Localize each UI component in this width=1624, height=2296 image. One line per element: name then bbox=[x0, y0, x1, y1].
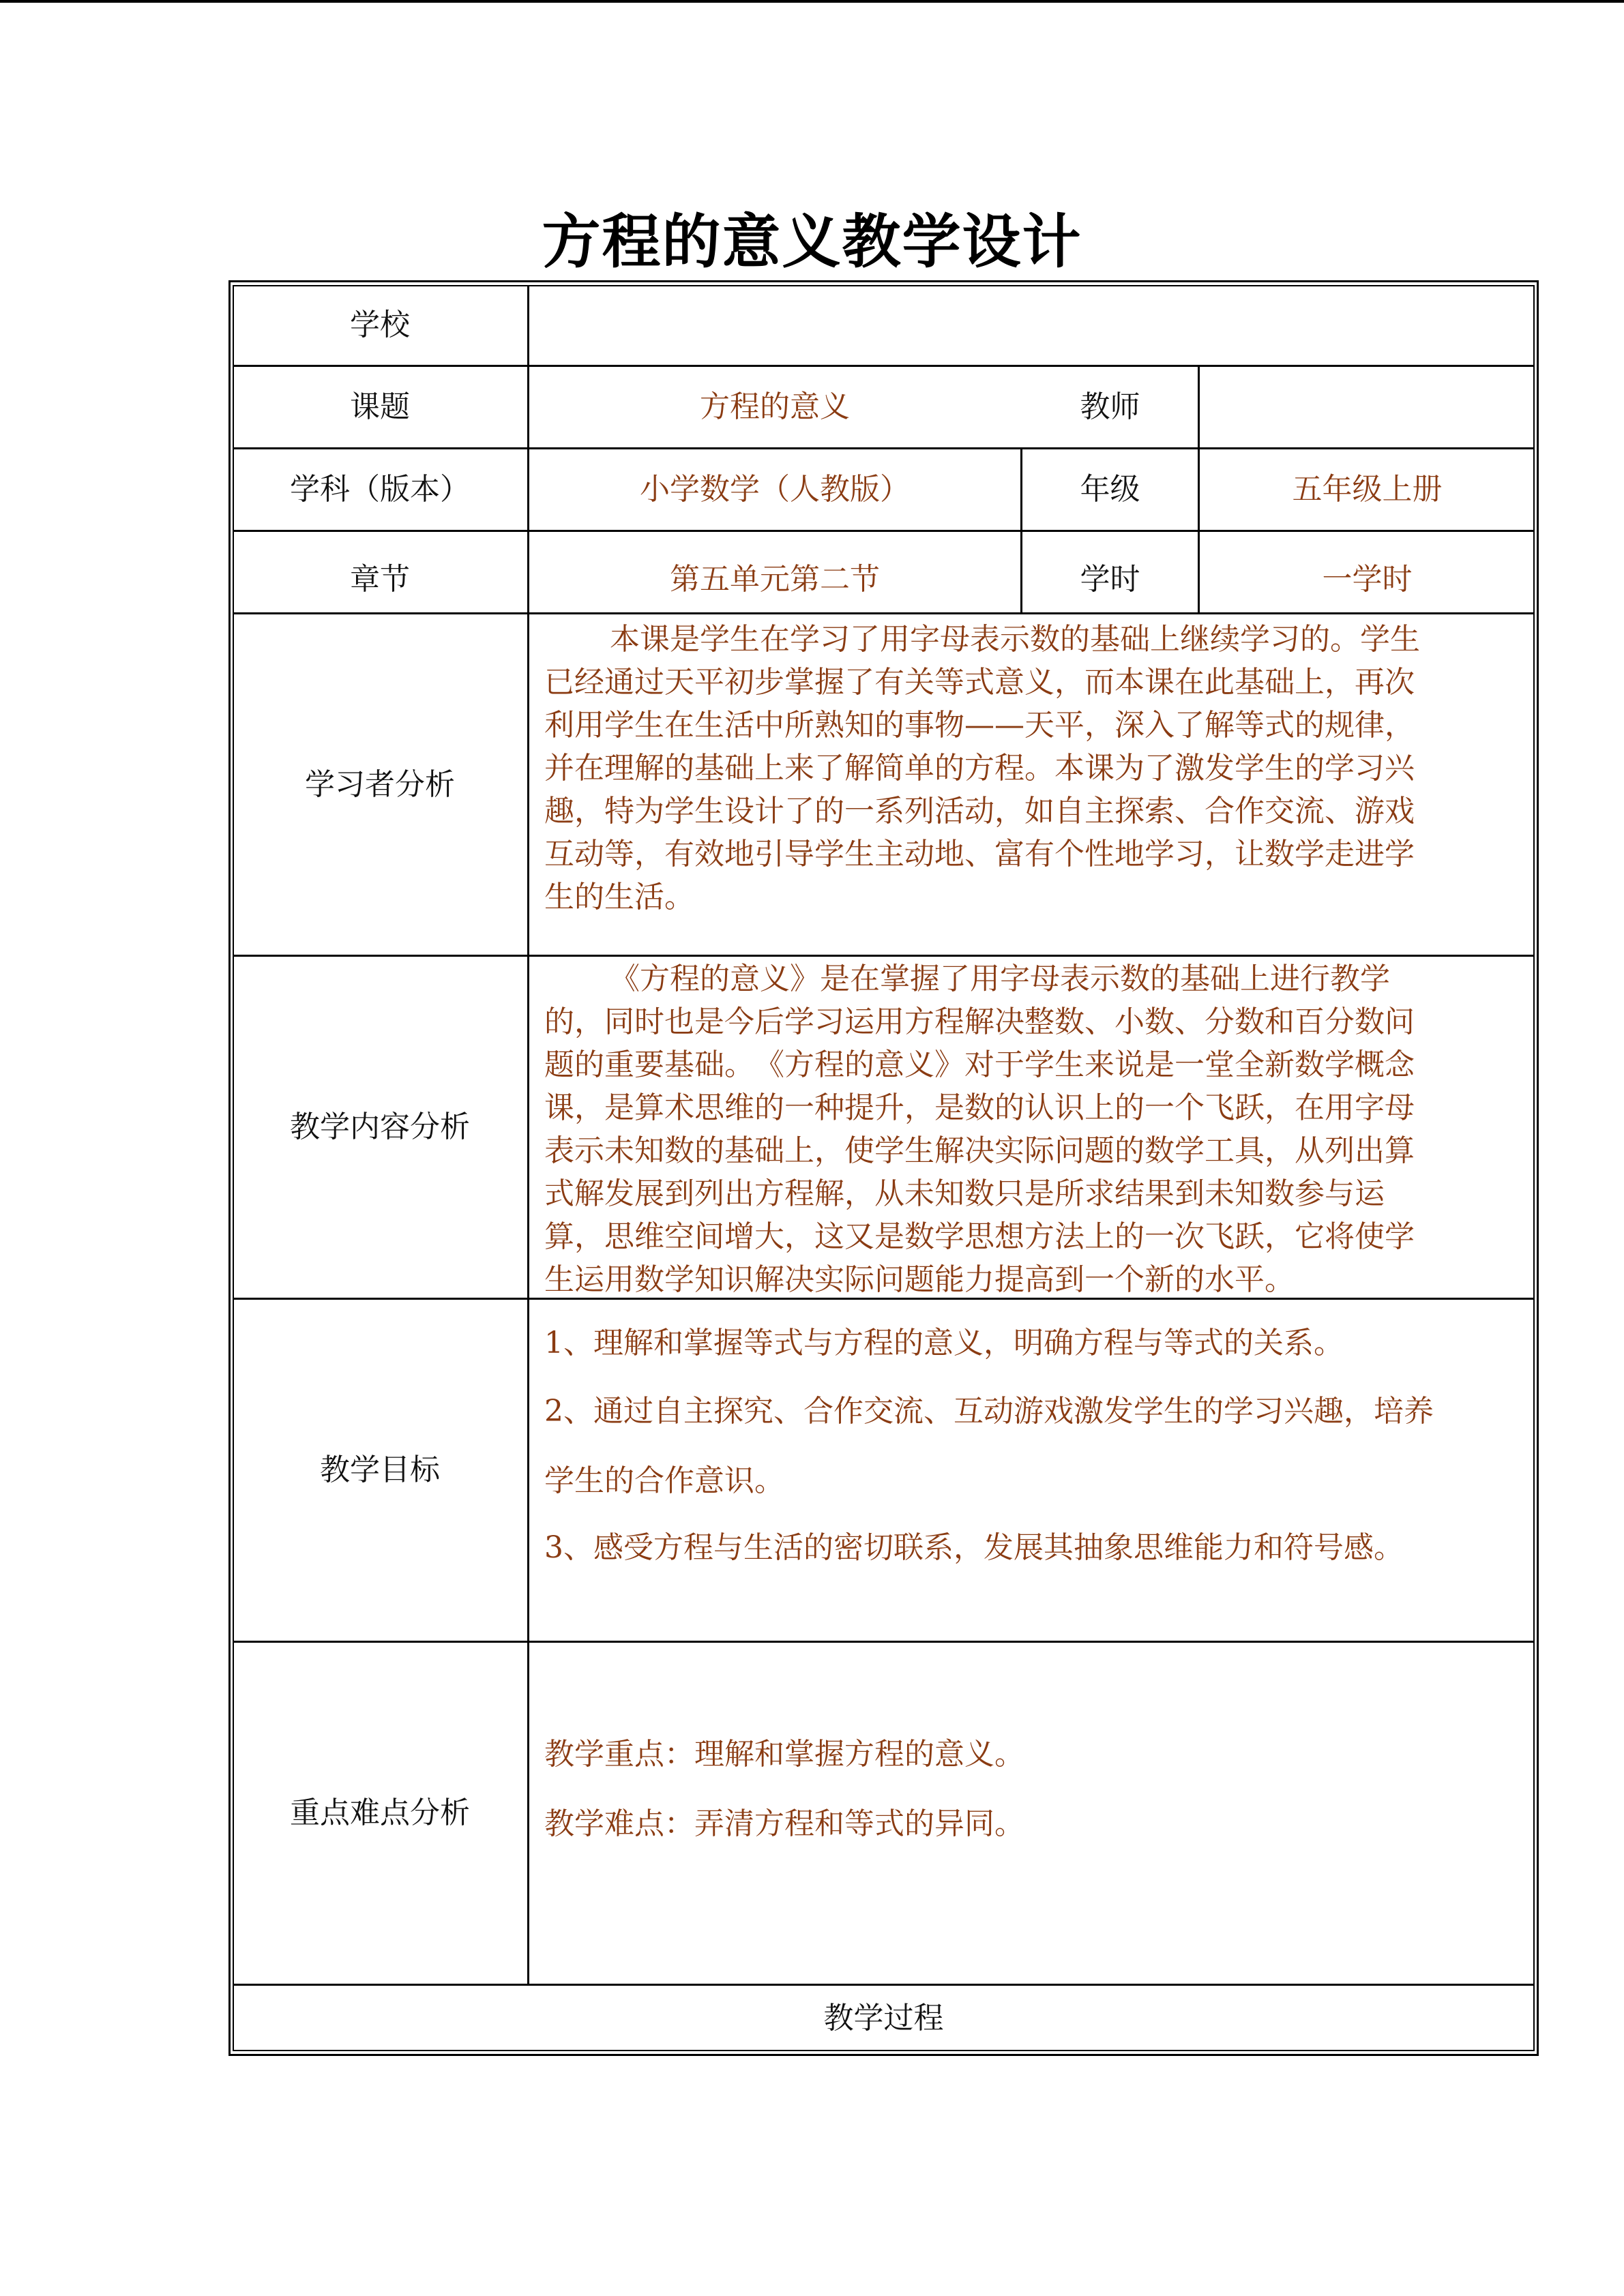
document-title: 方程的意义教学设计 bbox=[542, 208, 1082, 276]
subject-value: 小学数学（人教版） bbox=[640, 472, 910, 507]
learner-analysis-label: 学习者分析 bbox=[305, 766, 455, 802]
key-point: 教学重点：理解和掌握方程的意义。 bbox=[544, 1737, 1024, 1772]
content-analysis-label: 教学内容分析 bbox=[290, 1109, 470, 1144]
teaching-goals-label: 教学目标 bbox=[320, 1452, 440, 1487]
content-analysis-text: 《方程的意义》是在掌握了用字母表示数的基础上进行教学 的，同时也是今后学习运用方程解决整数、小数、分数和百分数问 题的重要基础。 《方程的意义》对于学生来说是一堂全新数学概念 课，是算术思维的一种提升，是数的认识上的一个飞跃，在用字母 表示未知数的基础上，使学生解决实际问题的数学工具，从列出算 式解发展到列出方程解，从未知数只是所求结果到未知数参与运 算，思维空间增大，这又是数学思想方法上的一次飞跃，它将使学 生运用数学知识解决实际问题能力提高到一个新的水平。 bbox=[544, 961, 1415, 1297]
topic-label: 课题 bbox=[350, 389, 410, 424]
teacher-value bbox=[1200, 367, 1535, 447]
goal-2: 2、通过自主探究、合作交流、互动游戏激发学生的学习兴趣，培养 bbox=[544, 1394, 1434, 1429]
goal-2-continued: 学生的合作意识。 bbox=[544, 1463, 784, 1498]
teaching-process-header: 教学过程 bbox=[823, 2001, 944, 2036]
subject-label: 学科（版本） bbox=[290, 472, 470, 507]
grade-label: 年级 bbox=[1080, 472, 1140, 507]
learner-analysis-text: 本课是学生在学习了用字母表示数的基础上继续学习的。学生 已经通过天平初步掌握了有关等式意义，而本课在此基础上，再次 利用学生在生活中所熟知的事物——天平，深入了解等式的规律， 并在理解的基础上来了解简单的方程。本课为了激发学生的学习兴 趣，特为学生设计了的一系列活动，如自主探索、合作交流、游戏 互动等，有效地引导学生主动地、富有个性地学习，让数学走进学 生的生活。 bbox=[544, 622, 1420, 914]
hours-label: 学时 bbox=[1080, 562, 1140, 597]
topic-value: 方程的意义 bbox=[700, 389, 850, 424]
chapter-value: 第五单元第二节 bbox=[670, 562, 880, 597]
page-top-border bbox=[0, 0, 1624, 3]
school-value bbox=[529, 285, 1535, 365]
chapter-label: 章节 bbox=[350, 562, 410, 597]
goal-1: 1、理解和掌握等式与方程的意义，明确方程与等式的关系。 bbox=[544, 1326, 1344, 1360]
hours-value: 一学时 bbox=[1322, 562, 1413, 597]
key-points-label: 重点难点分析 bbox=[290, 1795, 470, 1830]
grade-value: 五年级上册 bbox=[1292, 472, 1443, 507]
difficulty-point: 教学难点：弄清方程和等式的异同。 bbox=[544, 1806, 1024, 1841]
school-label: 学校 bbox=[350, 307, 410, 342]
goal-3: 3、感受方程与生活的密切联系，发展其抽象思维能力和符号感。 bbox=[544, 1530, 1404, 1565]
teacher-label: 教师 bbox=[1080, 389, 1140, 424]
